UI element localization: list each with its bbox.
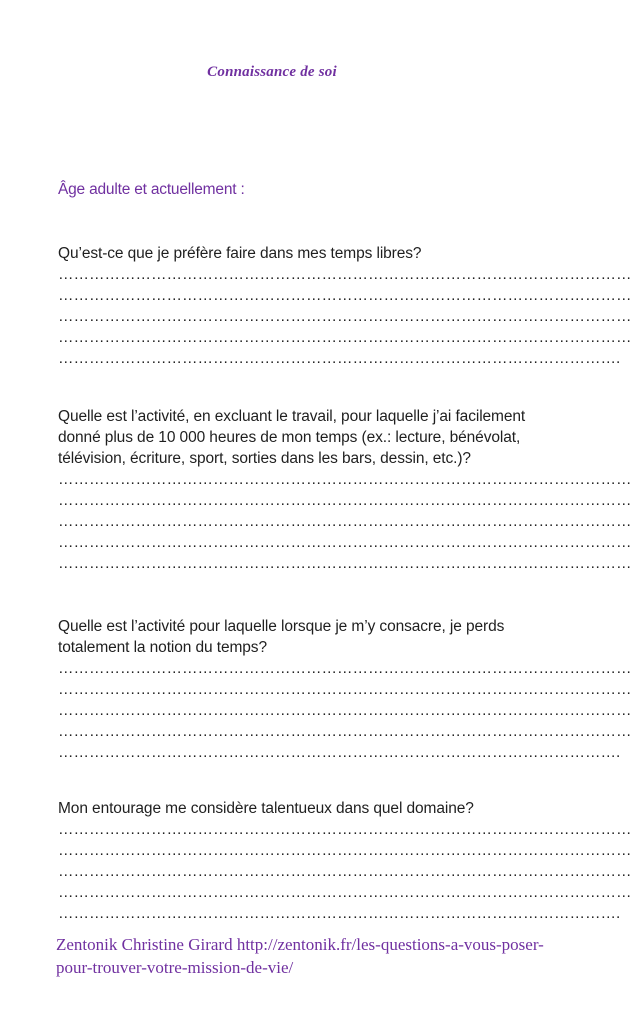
question-text: Mon entourage me considère talentueux dans quel domaine? xyxy=(58,800,474,817)
answer-line: ………………………………………………………………………………………………… xyxy=(58,329,632,346)
answer-line: ………………………………………………………………………………………………… xyxy=(58,534,632,551)
footer-credit: Zentonik Christine Girard http://zentonik.fr/les-questions-a-vous-poser-pour-trouver-votre-mission-de-vie/ xyxy=(56,935,544,977)
section-heading: Âge adulte et actuellement : xyxy=(58,181,245,198)
answer-line: ………………………………………………………………………………………………… xyxy=(58,555,632,572)
answer-line: ………………………………………………………………………………………………… xyxy=(58,821,632,838)
answer-line: ………………………………………………………………………………………………… xyxy=(58,660,632,677)
question-block-1 xyxy=(58,243,632,369)
question-block-2 xyxy=(58,406,632,574)
answer-line: ………………………………………………………………………………………………… xyxy=(58,863,632,880)
answer-line: ………………………………………………………………………………………………… xyxy=(58,842,632,859)
answer-line: ………………………………………………………………………………………………… xyxy=(58,308,632,325)
answer-line: ………………………………………………………………………………………………… xyxy=(58,702,632,719)
answer-line: ………………………………………………………………………………………………… xyxy=(58,266,632,283)
answer-line: ………………………………………………………………………………………………… xyxy=(58,723,632,740)
answer-line: ………………………………………………………………………………………………… xyxy=(58,492,632,509)
answer-line: ………………………………………………………………………………………………… xyxy=(58,884,632,901)
question-text: Quelle est l’activité, en excluant le travail, pour laquelle j’ai facilement donné plus de 10 000 heures de mon temps (ex.: lecture, bénévolat, télévision, écriture, sport, sorties dans les bars, dessin, etc.)? xyxy=(58,408,526,467)
answer-line: ………………………………………………………………………………………………. xyxy=(58,905,621,922)
question-text: Qu’est-ce que je préfère faire dans mes temps libres? xyxy=(58,245,422,262)
question-block-4 xyxy=(58,798,632,924)
answer-line: ………………………………………………………………………………………………… xyxy=(58,287,632,304)
answer-line: ………………………………………………………………………………………………. xyxy=(58,744,621,761)
answer-line: ………………………………………………………………………………………………… xyxy=(58,471,632,488)
answer-line: ………………………………………………………………………………………………… xyxy=(58,681,632,698)
answer-line: ………………………………………………………………………………………………… xyxy=(58,513,632,530)
question-block-3 xyxy=(58,616,632,763)
header-title: Connaissance de soi xyxy=(207,64,337,80)
answer-line: ………………………………………………………………………………………………. xyxy=(58,350,621,367)
question-text: Quelle est l’activité pour laquelle lorsque je m’y consacre, je perds totalement la notion du temps? xyxy=(58,618,505,656)
